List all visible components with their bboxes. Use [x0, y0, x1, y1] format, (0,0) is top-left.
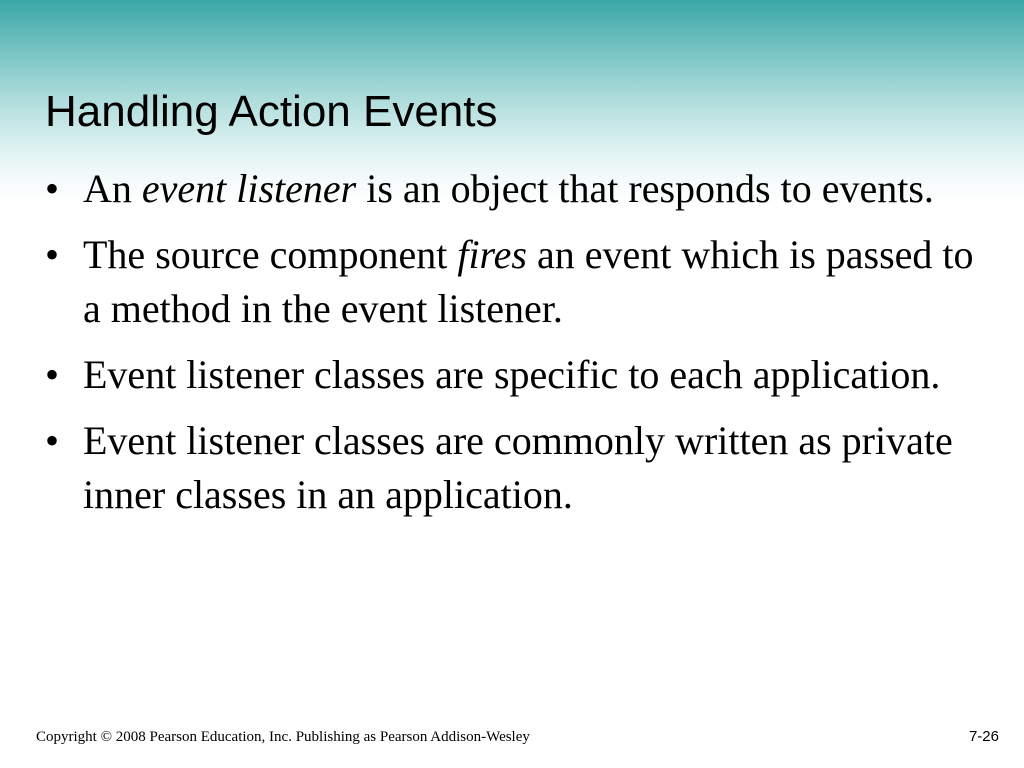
bullet-text-after: is an object that responds to events. [356, 166, 934, 211]
bullet-text: Event listener classes are commonly written as private inner classes in an application. [83, 418, 953, 517]
copyright-footer: Copyright © 2008 Pearson Education, Inc. Publishing as Pearson Addison-Wesley [36, 729, 530, 745]
bullet-item-specific-classes [45, 348, 975, 402]
bullet-mark: • [45, 352, 60, 397]
bullet-mark: • [45, 166, 60, 211]
bullet-list [45, 162, 975, 534]
slide-title: Handling Action Events [45, 87, 498, 136]
bullet-text-before: The source component [83, 232, 458, 277]
bullet-item-fires [45, 228, 975, 336]
bullet-item-event-listener [45, 162, 975, 216]
bullet-text: Event listener classes are specific to each application. [83, 352, 941, 397]
bullet-emphasis-term: event listener [141, 166, 357, 211]
bullet-text-before: An [83, 166, 142, 211]
bullet-item-inner-classes [45, 414, 975, 522]
bullet-emphasis-term: fires [457, 232, 527, 277]
bullet-mark: • [45, 232, 60, 277]
bullet-text-after: an event which is passed to a method in the event listener. [83, 232, 974, 331]
slide-number: 7-26 [968, 728, 999, 745]
bullet-mark: • [45, 418, 60, 463]
